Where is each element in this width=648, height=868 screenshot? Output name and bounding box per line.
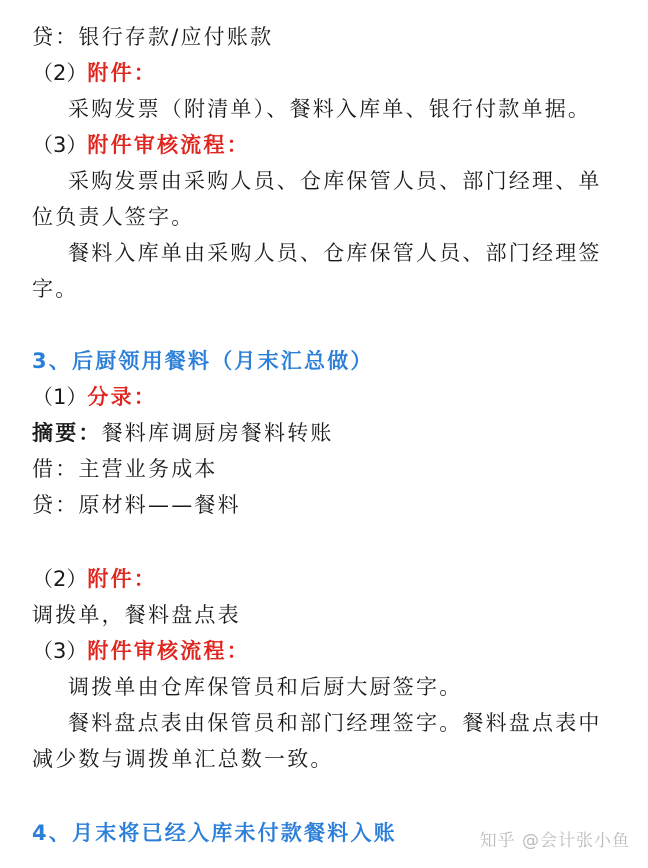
- section-heading-4: [32, 818, 397, 848]
- attachment-list: [68, 94, 591, 124]
- debit-entry-line: [32, 454, 218, 484]
- review-process-label: 附件审核流程：: [87, 133, 250, 157]
- paragraph-line: [32, 274, 78, 304]
- item-number: （3）: [32, 133, 88, 157]
- entry-heading-1: [32, 382, 157, 412]
- credit-entry-line: [32, 22, 273, 52]
- attachment-list: [32, 600, 241, 630]
- paragraph-text: 位负责人签字。: [32, 205, 195, 229]
- entry-label: 分录：: [87, 385, 157, 409]
- paragraph-line: [32, 202, 194, 232]
- paragraph-text: 采购发票由采购人员、仓库保管人员、部门经理、单: [68, 169, 602, 193]
- attachment-heading-2: [32, 564, 157, 594]
- paragraph-line: [68, 238, 602, 268]
- attachment-label: 附件：: [87, 61, 157, 85]
- credit-entry-line: [32, 490, 241, 520]
- paragraph-text: 餐料入库单由采购人员、仓库保管人员、部门经理签: [68, 241, 602, 265]
- review-process-heading-3: [32, 636, 250, 666]
- paragraph-text: 字。: [32, 277, 79, 301]
- item-number: （2）: [32, 567, 88, 591]
- item-number: （2）: [32, 61, 88, 85]
- summary-line: [32, 418, 334, 448]
- attachment-label: 附件：: [87, 567, 157, 591]
- summary-text: 餐料库调厨房餐料转账: [101, 421, 334, 445]
- credit-entry-text: 贷：原材料——餐料: [32, 493, 241, 517]
- debit-entry-text: 借：主营业务成本: [32, 457, 218, 481]
- attachment-heading-2: [32, 58, 157, 88]
- section-heading-text: 3、后厨领用餐料（月末汇总做）: [32, 349, 374, 373]
- paragraph-line: [68, 672, 462, 702]
- credit-entry-text: 贷：银行存款/应付账款: [32, 25, 274, 49]
- item-number: （1）: [32, 385, 88, 409]
- review-process-label: 附件审核流程：: [87, 639, 250, 663]
- paragraph-line: [68, 166, 602, 196]
- zhihu-watermark: 知乎 @会计张小鱼: [479, 831, 630, 851]
- paragraph-text: 餐料盘点表由保管员和部门经理签字。餐料盘点表中: [68, 711, 602, 735]
- section-heading-3: [32, 346, 374, 376]
- attachment-list-text: 调拨单，餐料盘点表: [32, 603, 241, 627]
- paragraph-line: [68, 708, 602, 738]
- item-number: （3）: [32, 639, 88, 663]
- paragraph-line: [32, 744, 334, 774]
- section-heading-text: 4、月末将已经入库未付款餐料入账: [32, 821, 397, 845]
- paragraph-text: 减少数与调拨单汇总数一致。: [32, 747, 334, 771]
- attachment-list-text: 采购发票（附清单）、餐料入库单、银行付款单据。: [68, 97, 592, 121]
- paragraph-text: 调拨单由仓库保管员和后厨大厨签字。: [68, 675, 463, 699]
- review-process-heading-3: [32, 130, 250, 160]
- summary-label: 摘要：: [32, 421, 102, 445]
